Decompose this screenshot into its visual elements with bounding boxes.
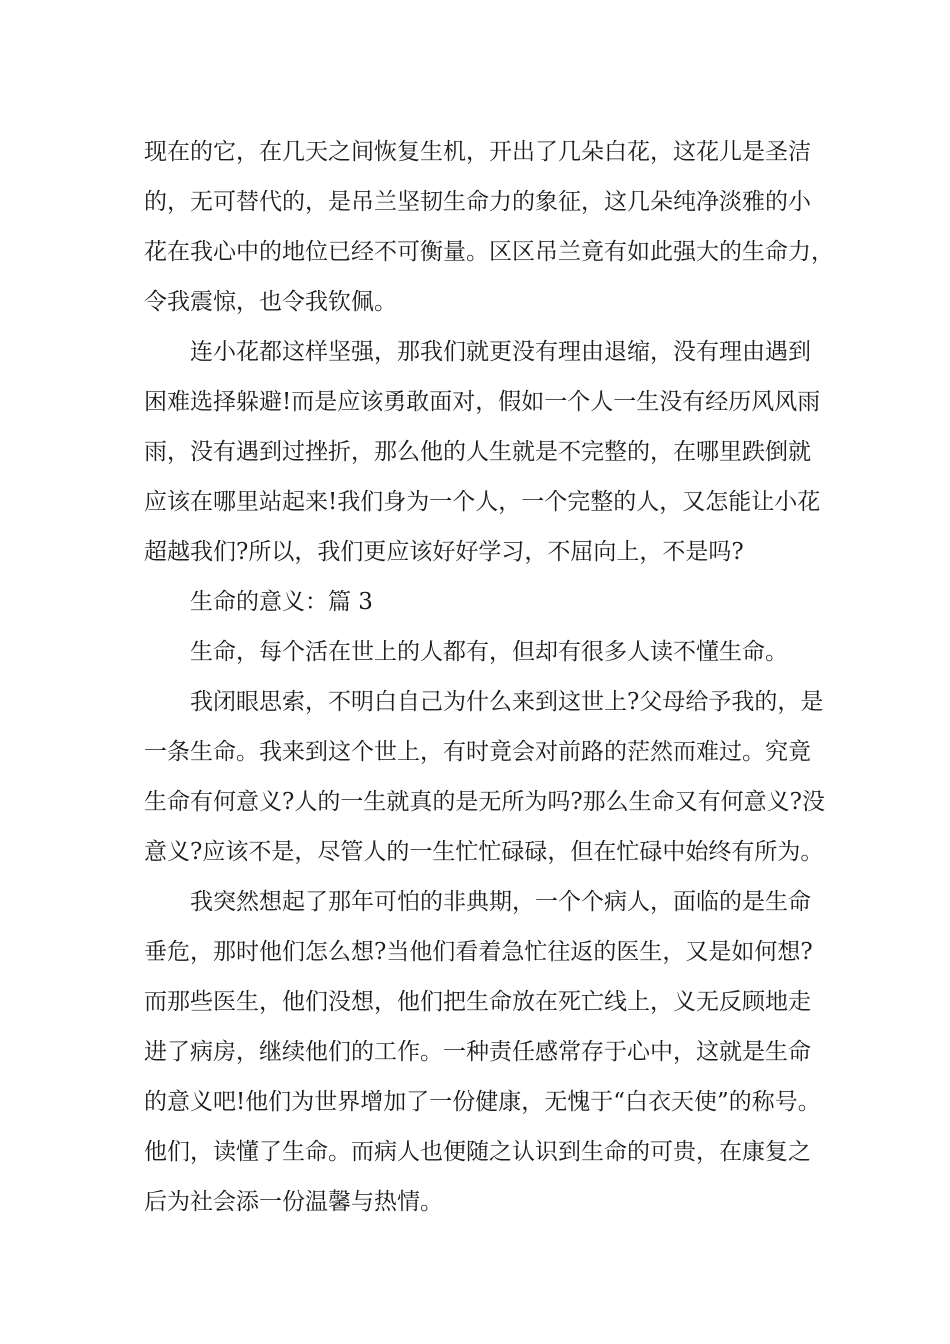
text-line: 困难选择躲避!而是应该勇敢面对，假如一个人一生没有经历风风雨 — [144, 389, 821, 415]
text-line: 生命，每个活在世上的人都有，但却有很多人读不懂生命。 — [190, 639, 788, 665]
text-line: 后为社会添一份温馨与热情。 — [144, 1189, 443, 1215]
text-line: 我突然想起了那年可怕的非典期，一个个病人，面临的是生命 — [190, 889, 811, 915]
text-line: 而那些医生，他们没想，他们把生命放在死亡线上，义无反顾地走 — [144, 989, 811, 1015]
text-line: 花在我心中的地位已经不可衡量。区区吊兰竟有如此强大的生命力， — [144, 239, 834, 265]
text-line: 我闭眼思索，不明白自己为什么来到这世上?父母给予我的，是 — [190, 689, 824, 715]
text-line: 连小花都这样坚强，那我们就更没有理由退缩，没有理由遇到 — [190, 339, 811, 365]
text-line: 的意义吧!他们为世界增加了一份健康，无愧于“白衣天使”的称号。 — [144, 1089, 821, 1115]
text-line: 生命有何意义?人的一生就真的是无所为吗?那么生命又有何意义?没 — [144, 789, 825, 815]
text-line: 现在的它，在几天之间恢复生机，开出了几朵白花，这花儿是圣洁 — [144, 139, 811, 165]
text-line: 意义?应该不是，尽管人的一生忙忙碌碌，但在忙碌中始终有所为。 — [144, 839, 824, 865]
text-line: 的，无可替代的，是吊兰坚韧生命力的象征，这几朵纯净淡雅的小 — [144, 189, 811, 215]
text-line: 垂危，那时他们怎么想?当他们看着急忙往返的医生，又是如何想? — [144, 939, 813, 965]
text-line: 雨，没有遇到过挫折，那么他的人生就是不完整的，在哪里跌倒就 — [144, 439, 811, 465]
text-line: 应该在哪里站起来!我们身为一个人，一个完整的人，又怎能让小花 — [144, 489, 821, 515]
text-line: 进了病房，继续他们的工作。一种责任感常存于心中，这就是生命 — [144, 1039, 811, 1065]
section-heading: 生命的意义：篇 3 — [190, 589, 373, 615]
text-line: 他们，读懂了生命。而病人也便随之认识到生命的可贵，在康复之 — [144, 1139, 811, 1165]
text-line: 超越我们?所以，我们更应该好好学习，不屈向上，不是吗? — [144, 539, 744, 565]
text-line: 令我震惊，也令我钦佩。 — [144, 289, 397, 315]
text-line: 一条生命。我来到这个世上，有时竟会对前路的茫然而难过。究竟 — [144, 739, 811, 765]
